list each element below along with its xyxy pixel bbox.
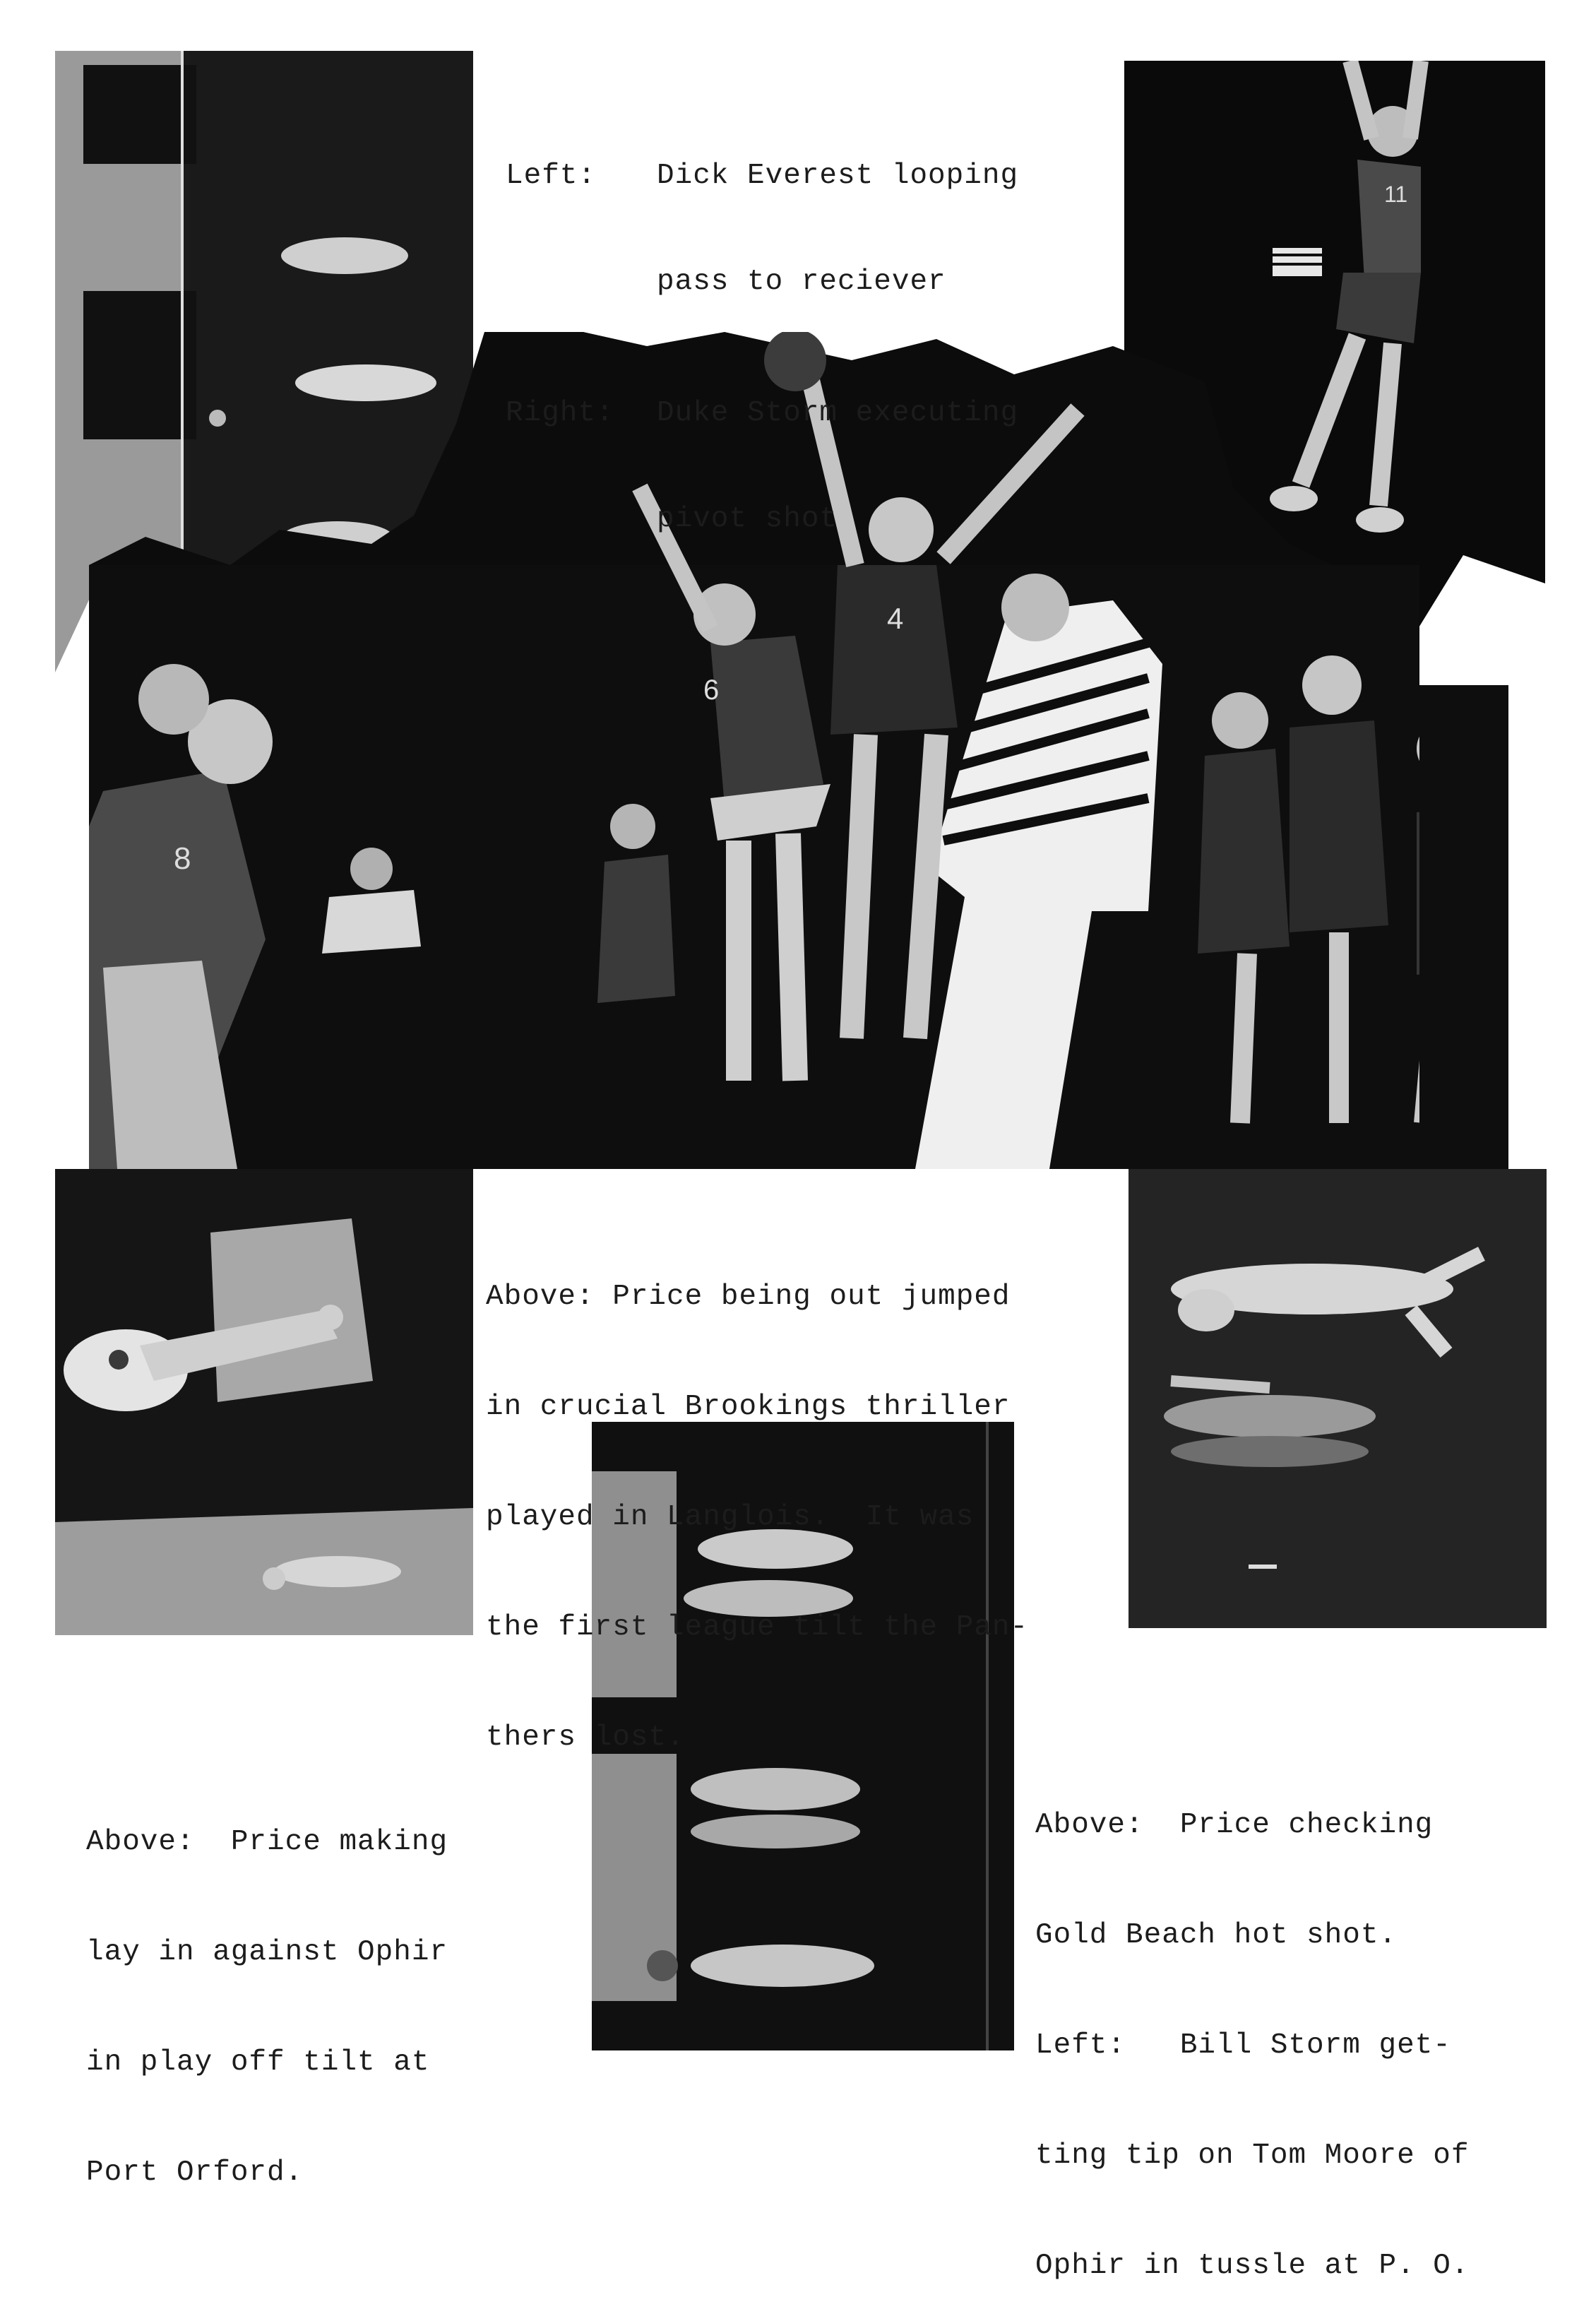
caption-top-left-label: Left: — [506, 160, 597, 192]
photo-price-checking-gold-beach — [1128, 1169, 1547, 1628]
caption-bottom-right — [1035, 1733, 1470, 2321]
caption-bottom-left-line2: lay in against Ophir — [86, 1936, 448, 1969]
jersey-number-eleven: 11 — [1384, 182, 1408, 207]
caption-bottom-right-line2: Gold Beach hot shot. — [1035, 1919, 1398, 1952]
caption-bottom-right-line4: ting tip on Tom Moore of — [1035, 2139, 1470, 2172]
caption-top-right-line2: pivot shot — [657, 503, 838, 535]
caption-bottom-right-line5: Ophir in tussle at P. O. — [1035, 2250, 1470, 2282]
caption-top — [506, 88, 1018, 572]
caption-middle-line2: in crucial Brookings thriller — [486, 1391, 1011, 1423]
jersey-number-four: 4 — [887, 602, 904, 635]
caption-top-left-line2: pass to reciever — [657, 266, 946, 298]
jersey-number-eight: 8 — [174, 841, 191, 876]
caption-top-left-line1: Dick Everest looping — [657, 160, 1019, 192]
caption-middle-line5: thers lost. — [486, 1721, 685, 1754]
caption-bottom-left — [86, 1750, 448, 2228]
caption-bottom-left-line3: in play off tilt at — [86, 2046, 430, 2079]
caption-middle-line4: the first league tilt the Pan- — [486, 1611, 1029, 1644]
caption-middle-line3: played in Langlois. It was — [486, 1501, 975, 1533]
caption-top-right-line1: Duke Storm executing — [657, 397, 1019, 429]
caption-bottom-left-line4: Port Orford. — [86, 2156, 304, 2189]
caption-top-right-label: Right: — [506, 397, 614, 429]
caption-bottom-right-line3: Left: Bill Storm get- — [1035, 2029, 1451, 2062]
photo-price-lay-in — [55, 1169, 473, 1635]
caption-middle — [486, 1205, 1028, 1793]
caption-middle-line1: Above: Price being out jumped — [486, 1281, 1011, 1313]
caption-bottom-right-line1: Above: Price checking — [1035, 1809, 1434, 1841]
caption-bottom-left-line1: Above: Price making — [86, 1826, 448, 1858]
svg-text:6: 6 — [703, 675, 720, 706]
